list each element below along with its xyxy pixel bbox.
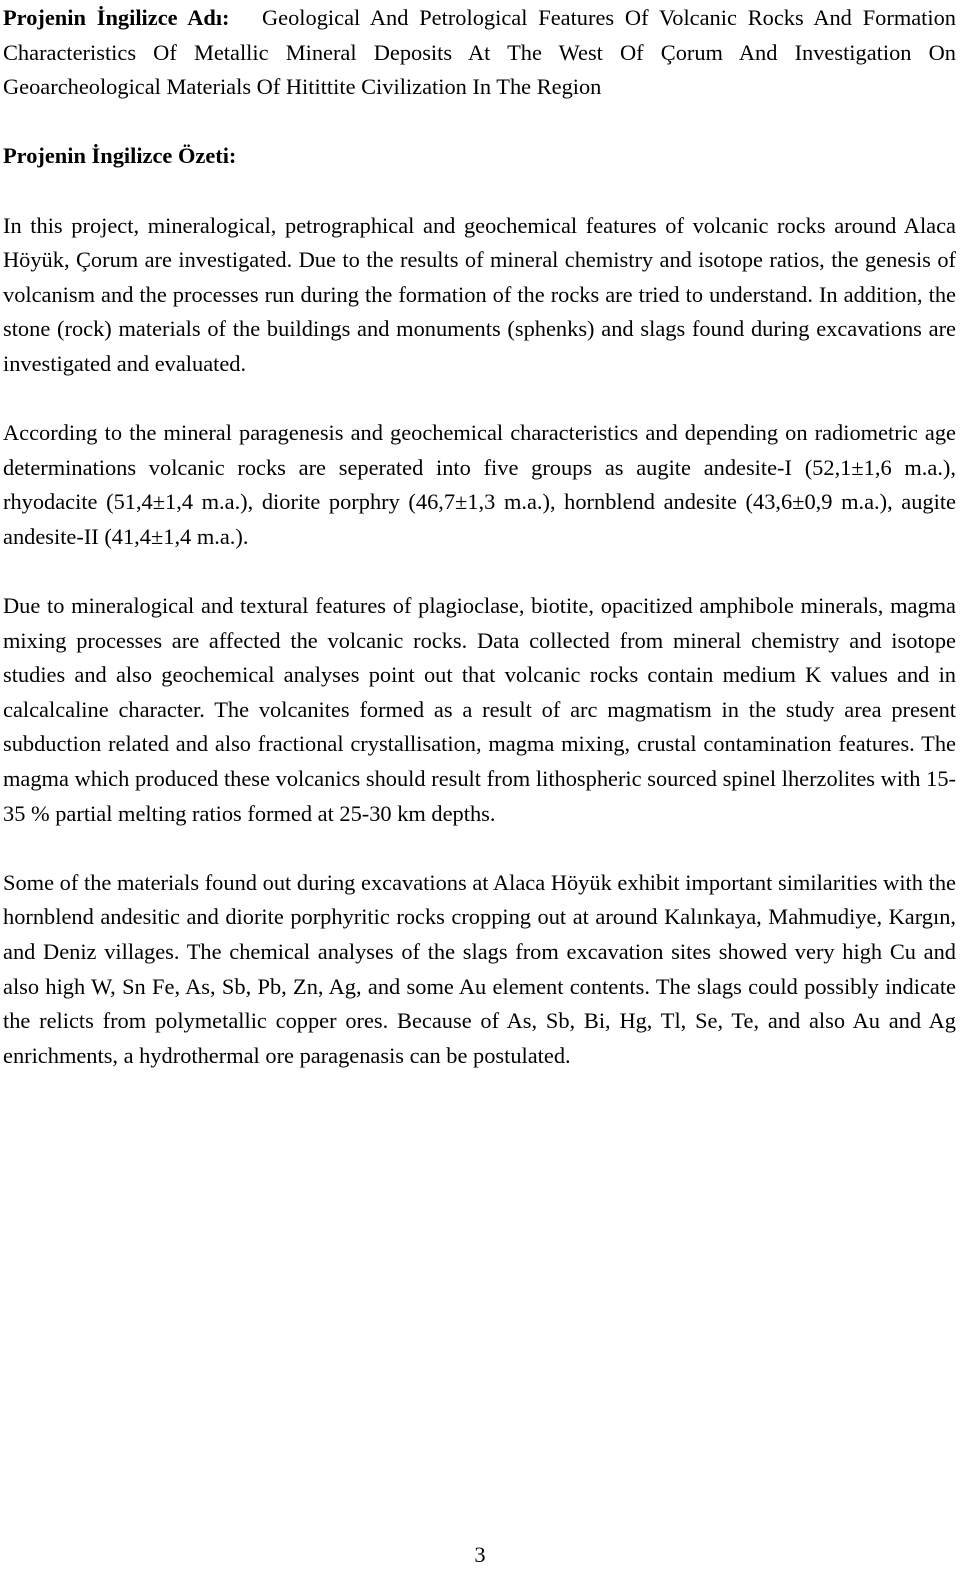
project-title-label: Projenin İngilizce Adı: — [3, 5, 230, 30]
summary-paragraph-1: In this project, mineralogical, petrographical and geochemical features of volcanic rocks around Alaca Höyük, Çorum are investigated. Due to the results of mineral chemistry and isotope ratios, the genesis of volcanism and the processes run during the formation of the rocks are tried to understand. In addition, the stone (rock) materials of the buildings and monuments (sphenks) and slags found during excavations are investigated and evaluated. — [3, 212, 956, 376]
document-page — [3, 1, 956, 1073]
page-number: 3 — [474, 1542, 486, 1567]
summary-paragraph-3: Due to mineralogical and textural features of plagioclase, biotite, opacitized amphibole minerals, magma mixing processes are affected the volcanic rocks. Data collected from mineral chemistry and isotope studies and also geochemical analyses point out that volcanic rocks contain medium K values and in calcalcaline character. The volcanites formed as a result of arc magmatism in the study area present subduction related and also fractional crystallisation, magma mixing, crustal contamination features. The magma which produced these volcanics should result from lithospheric sourced spinel lherzolites with 15-35 % partial melting ratios formed at 25-30 km depths. — [3, 593, 956, 826]
summary-paragraph-2: According to the mineral paragenesis and geochemical characteristics and depending on radiometric age determinations volcanic rocks are seperated into five groups as augite andesite-I (52,1±1,6 m.a.), rhyodacite (51,4±1,4 m.a.), diorite porphry (46,7±1,3 m.a.), hornblend andesite (43,6±0,9 m.a.), augite andesite-II (41,4±1,4 m.a.). — [3, 420, 956, 549]
project-title-text: Geological And Petrological Features Of Volcanic Rocks And Formation Characteristics Of Metallic Mineral Deposits At The West Of Çorum And Investigation On Geoarcheological Materials Of Hitittite Civilization In The Region — [3, 5, 956, 100]
summary-paragraph-4: Some of the materials found out during excavations at Alaca Höyük exhibit important similarities with the hornblend andesitic and diorite porphyritic rocks cropping out at around Kalınkaya, Mahmudiye, Kargın, and Deniz villages. The chemical analyses of the slags from excavation sites showed very high Cu and also high W, Sn Fe, As, Sb, Pb, Zn, Ag, and some Au element contents. The slags could possibly indicate the relicts from polymetallic copper ores. Because of As, Sb, Bi, Hg, Tl, Se, Te, and also Au and Ag enrichments, a hydrothermal ore paragenasis can be postulated. — [3, 869, 956, 1068]
project-title-block — [3, 1, 956, 105]
summary-heading: Projenin İngilizce Özeti: — [3, 143, 237, 169]
